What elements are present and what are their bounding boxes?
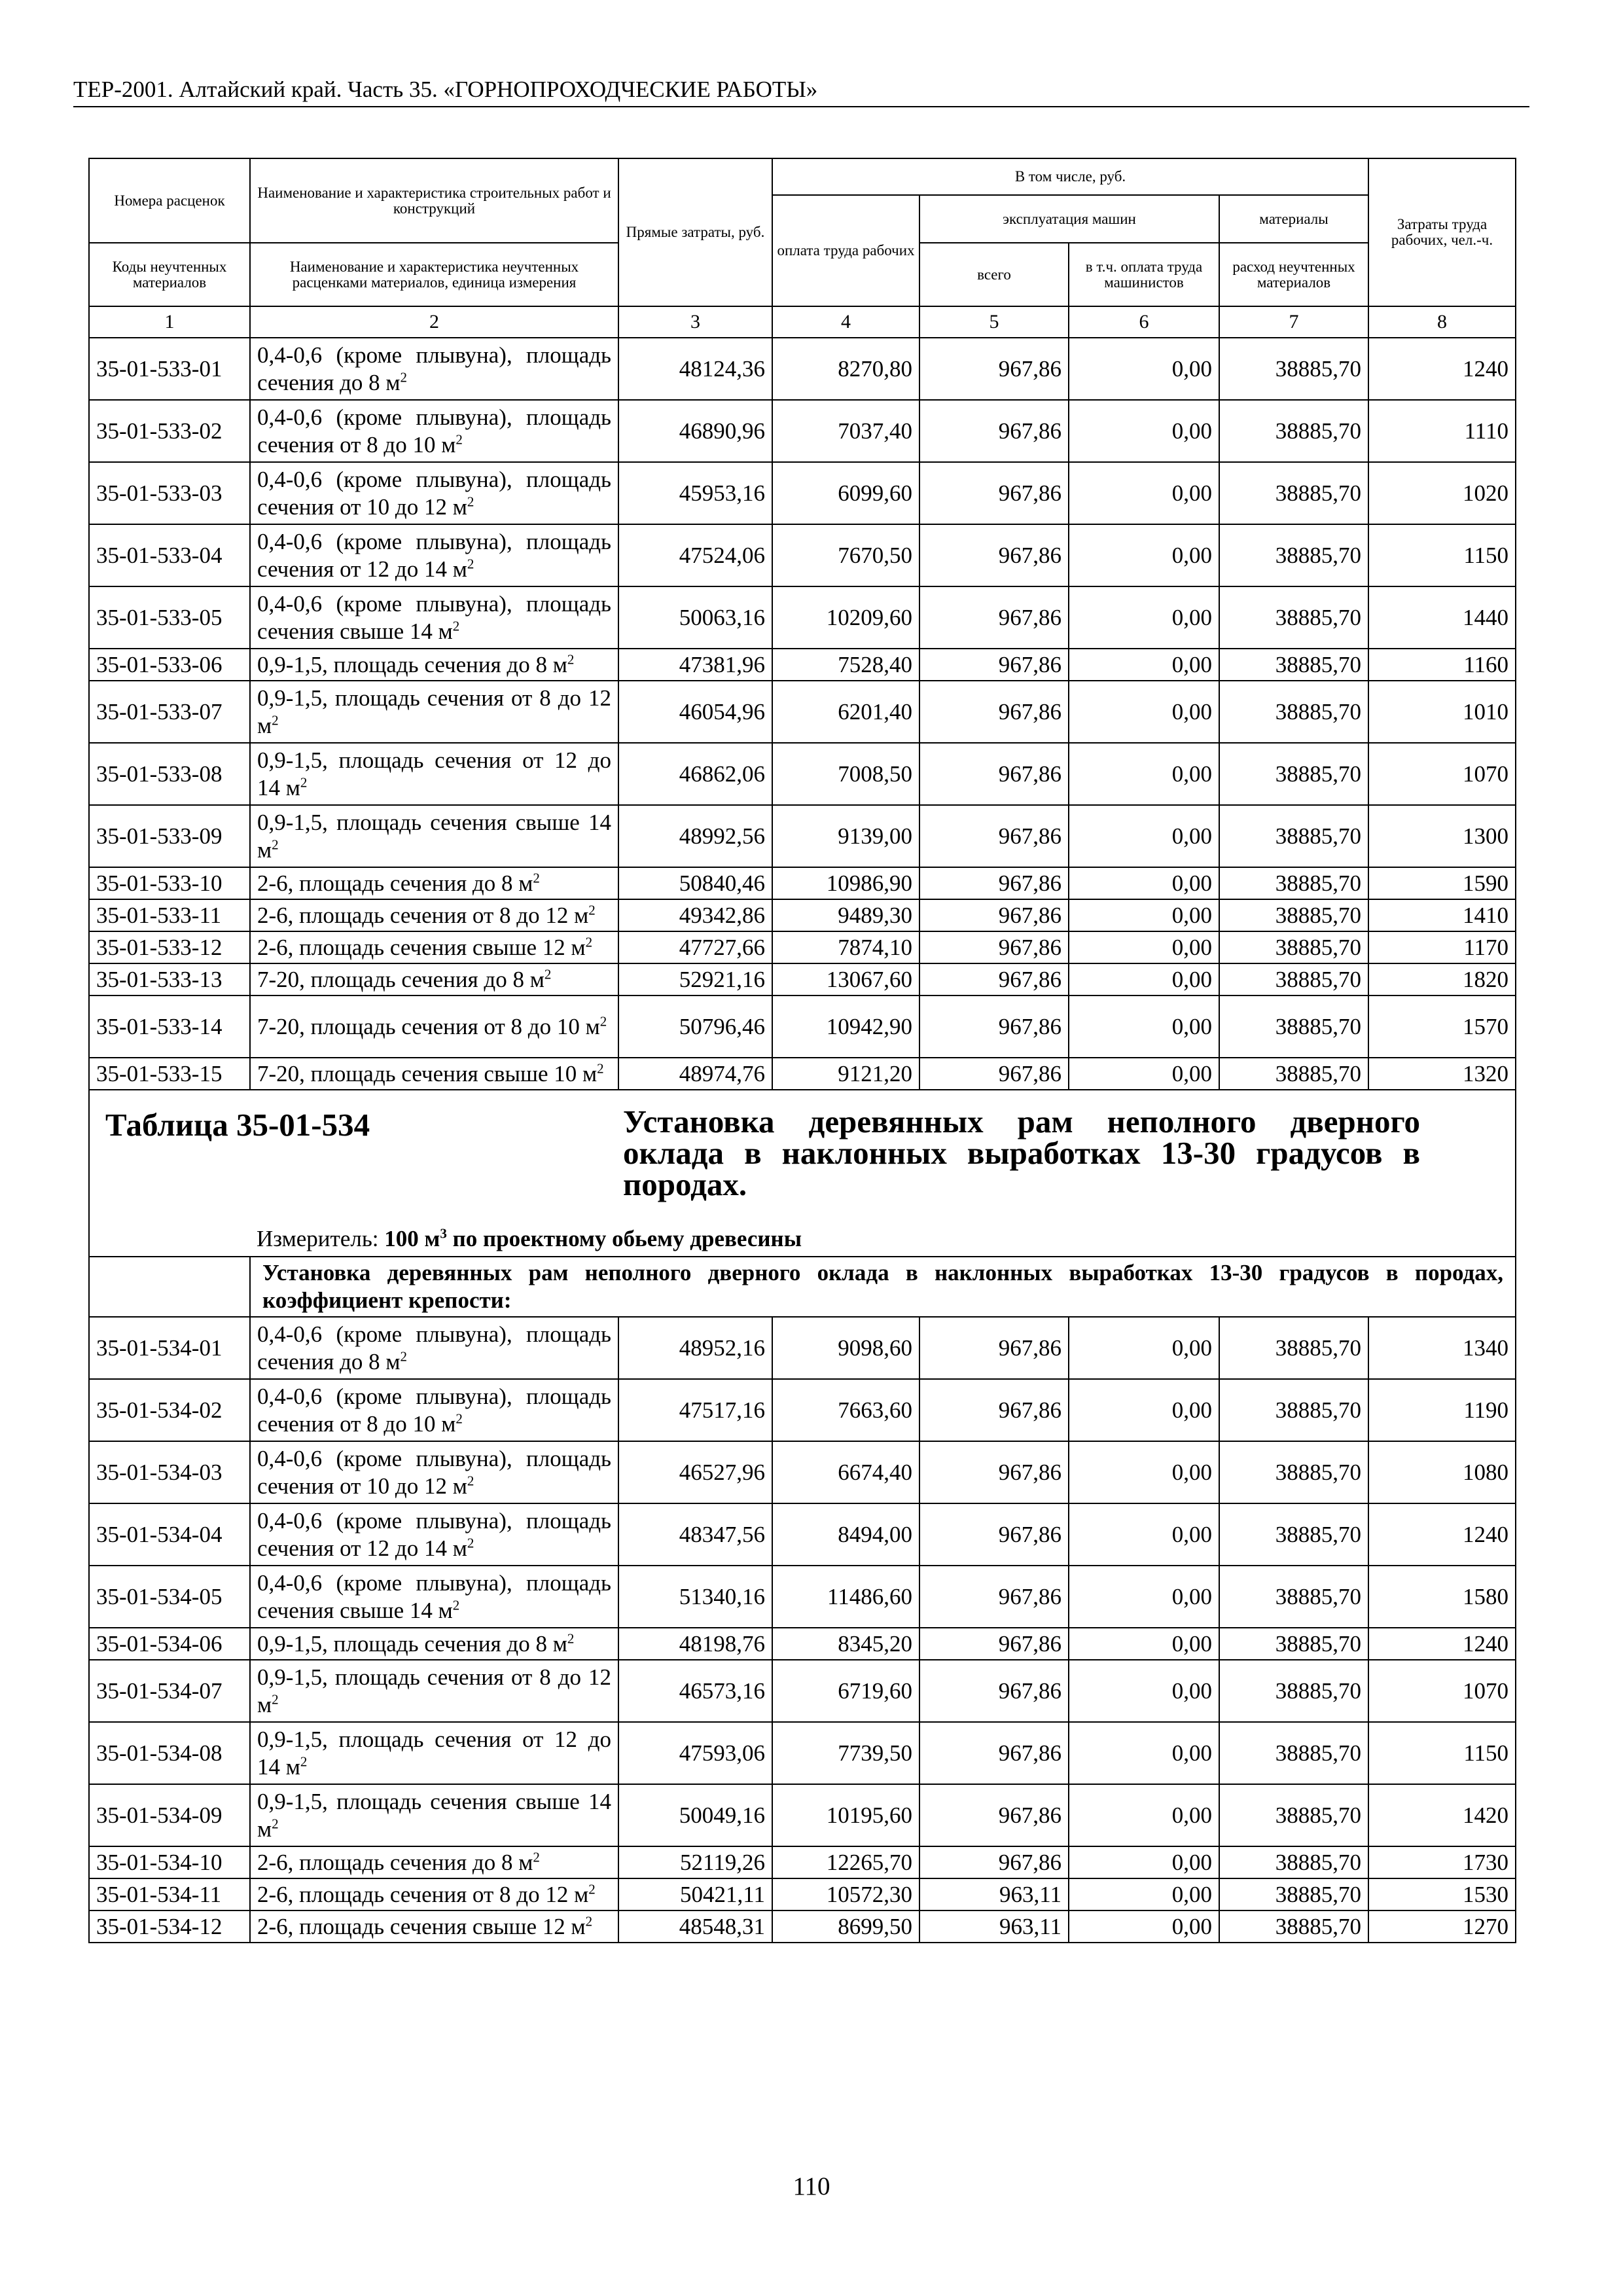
direct-costs: 50421,11 (618, 1878, 772, 1910)
work-description: 0,9-1,5, площадь сечения до 8 $м^2$ (250, 649, 618, 681)
materials-cost: 38885,70 (1219, 1317, 1368, 1379)
table-row (89, 931, 1516, 963)
labor-costs: 1020 (1368, 462, 1516, 524)
table-row (89, 681, 1516, 743)
rate-code: 35-01-533-03 (89, 462, 250, 524)
operator-pay: 0,00 (1069, 867, 1219, 899)
header-unaccounted-materials: расход неучтенных материалов (1219, 243, 1368, 306)
direct-costs: 46054,96 (618, 681, 772, 743)
table-row (89, 1628, 1516, 1660)
work-description: 2-6, площадь сечения до 8 $м^2$ (250, 1846, 618, 1878)
materials-cost: 38885,70 (1219, 1566, 1368, 1628)
machine-ops: 967,86 (919, 1503, 1069, 1566)
rate-code: 35-01-533-13 (89, 963, 250, 996)
table-row (89, 524, 1516, 586)
table-row (89, 649, 1516, 681)
table-row (89, 1058, 1516, 1090)
materials-cost: 38885,70 (1219, 649, 1368, 681)
header-operator-pay: в т.ч. оплата труда машинистов (1069, 243, 1219, 306)
labor-costs: 1440 (1368, 586, 1516, 649)
operator-pay: 0,00 (1069, 1910, 1219, 1943)
running-header: ТЕР-2001. Алтайский край. Часть 35. «ГОРНОПРОХОДЧЕСКИЕ РАБОТЫ» (73, 73, 1529, 107)
table-row (89, 743, 1516, 805)
header-labor-costs: Затраты труда рабочих, чел.-ч. (1368, 158, 1516, 306)
work-description: 2-6, площадь сечения от 8 до 12 $м^2$ (250, 899, 618, 931)
operator-pay: 0,00 (1069, 1566, 1219, 1628)
column-number: 7 (1219, 306, 1368, 338)
direct-costs: 50049,16 (618, 1784, 772, 1846)
column-number: 8 (1368, 306, 1516, 338)
measure-value: 100 $м^3$ по проектному обьему древесины (384, 1225, 802, 1251)
labor-costs: 1190 (1368, 1379, 1516, 1441)
page-number: 110 (793, 2172, 830, 2200)
work-description: 0,4-0,6 (кроме плывуна), площадь сечения свыше 14 $м^2$ (250, 586, 618, 649)
labor-costs: 1070 (1368, 743, 1516, 805)
labor-costs: 1070 (1368, 1660, 1516, 1722)
work-description: 7-20, площадь сечения до 8 $м^2$ (250, 963, 618, 996)
header-direct-costs: Прямые затраты, руб. (618, 158, 772, 306)
worker-pay: 6674,40 (772, 1441, 919, 1503)
operator-pay: 0,00 (1069, 743, 1219, 805)
labor-costs: 1150 (1368, 524, 1516, 586)
operator-pay: 0,00 (1069, 1722, 1219, 1784)
materials-cost: 38885,70 (1219, 743, 1368, 805)
machine-ops: 967,86 (919, 899, 1069, 931)
worker-pay: 8345,20 (772, 1628, 919, 1660)
worker-pay: 7739,50 (772, 1722, 919, 1784)
rates-table (88, 158, 1516, 1943)
worker-pay: 10572,30 (772, 1878, 919, 1910)
table-row (89, 1910, 1516, 1943)
worker-pay: 13067,60 (772, 963, 919, 996)
column-number: 1 (89, 306, 250, 338)
direct-costs: 48198,76 (618, 1628, 772, 1660)
machine-ops: 967,86 (919, 586, 1069, 649)
direct-costs: 45953,16 (618, 462, 772, 524)
labor-costs: 1240 (1368, 338, 1516, 400)
column-number: 3 (618, 306, 772, 338)
operator-pay: 0,00 (1069, 996, 1219, 1058)
rate-code: 35-01-534-06 (89, 1628, 250, 1660)
rate-code: 35-01-533-07 (89, 681, 250, 743)
worker-pay: 6099,60 (772, 462, 919, 524)
header-material-name: Наименование и характеристика неучтенных расценками материалов, единица измерения (250, 243, 618, 306)
rate-code: 35-01-533-12 (89, 931, 250, 963)
operator-pay: 0,00 (1069, 524, 1219, 586)
header-worker-pay: оплата труда рабочих (772, 195, 919, 306)
operator-pay: 0,00 (1069, 1503, 1219, 1566)
rate-code: 35-01-533-15 (89, 1058, 250, 1090)
worker-pay: 7670,50 (772, 524, 919, 586)
direct-costs: 48974,76 (618, 1058, 772, 1090)
work-description: 0,4-0,6 (кроме плывуна), площадь сечения свыше 14 $м^2$ (250, 1566, 618, 1628)
table-534-title: Установка деревянных рам неполного дверного оклада в наклонных выработках 13-30 градусов в породах. (623, 1103, 1420, 1202)
work-description: 0,4-0,6 (кроме плывуна), площадь сечения до 8 $м^2$ (250, 338, 618, 400)
rate-code: 35-01-534-05 (89, 1566, 250, 1628)
rate-code: 35-01-534-01 (89, 1317, 250, 1379)
labor-costs: 1160 (1368, 649, 1516, 681)
operator-pay: 0,00 (1069, 681, 1219, 743)
work-description: 0,9-1,5, площадь сечения свыше 14 $м^2$ (250, 1784, 618, 1846)
rate-code: 35-01-534-08 (89, 1722, 250, 1784)
direct-costs: 48548,31 (618, 1910, 772, 1943)
rate-code: 35-01-534-11 (89, 1878, 250, 1910)
rate-code: 35-01-533-10 (89, 867, 250, 899)
machine-ops: 967,86 (919, 867, 1069, 899)
operator-pay: 0,00 (1069, 1317, 1219, 1379)
worker-pay: 9121,20 (772, 1058, 919, 1090)
labor-costs: 1150 (1368, 1722, 1516, 1784)
direct-costs: 47727,66 (618, 931, 772, 963)
header-codes: Коды неучтенных материалов (89, 243, 250, 306)
materials-cost: 38885,70 (1219, 681, 1368, 743)
machine-ops: 967,86 (919, 1317, 1069, 1379)
worker-pay: 8494,00 (772, 1503, 919, 1566)
machine-ops: 967,86 (919, 1784, 1069, 1846)
materials-cost: 38885,70 (1219, 1910, 1368, 1943)
rate-code: 35-01-533-01 (89, 338, 250, 400)
table-row (89, 462, 1516, 524)
work-description: 0,4-0,6 (кроме плывуна), площадь сечения от 10 до 12 $м^2$ (250, 462, 618, 524)
measure-line (257, 1225, 802, 1253)
operator-pay: 0,00 (1069, 586, 1219, 649)
direct-costs: 50840,46 (618, 867, 772, 899)
labor-costs: 1270 (1368, 1910, 1516, 1943)
labor-costs: 1080 (1368, 1441, 1516, 1503)
materials-cost: 38885,70 (1219, 899, 1368, 931)
operator-pay: 0,00 (1069, 338, 1219, 400)
header-work-name: Наименование и характеристика строительных работ и конструкций (250, 158, 618, 243)
rate-code: 35-01-533-14 (89, 996, 250, 1058)
machine-ops: 967,86 (919, 996, 1069, 1058)
column-number: 5 (919, 306, 1069, 338)
materials-cost: 38885,70 (1219, 1379, 1368, 1441)
work-description: 2-6, площадь сечения свыше 12 $м^2$ (250, 1910, 618, 1943)
operator-pay: 0,00 (1069, 1660, 1219, 1722)
table-row (89, 586, 1516, 649)
direct-costs: 47517,16 (618, 1379, 772, 1441)
work-description: 0,4-0,6 (кроме плывуна), площадь сечения от 8 до 10 $м^2$ (250, 1379, 618, 1441)
header-materials: материалы (1219, 195, 1368, 243)
machine-ops: 967,86 (919, 524, 1069, 586)
table-534-label: Таблица 35-01-534 (105, 1107, 370, 1143)
work-description: 0,4-0,6 (кроме плывуна), площадь сечения до 8 $м^2$ (250, 1317, 618, 1379)
rate-code: 35-01-533-04 (89, 524, 250, 586)
rate-code: 35-01-533-06 (89, 649, 250, 681)
worker-pay: 8270,80 (772, 338, 919, 400)
operator-pay: 0,00 (1069, 400, 1219, 462)
table-row (89, 1441, 1516, 1503)
materials-cost: 38885,70 (1219, 462, 1368, 524)
table-row (89, 1660, 1516, 1722)
worker-pay: 6201,40 (772, 681, 919, 743)
table-row (89, 1784, 1516, 1846)
column-number: 4 (772, 306, 919, 338)
worker-pay: 10942,90 (772, 996, 919, 1058)
materials-cost: 38885,70 (1219, 1784, 1368, 1846)
table-534-heading (89, 1090, 1516, 1317)
table-row (89, 1503, 1516, 1566)
work-description: 7-20, площадь сечения от 8 до 10 $м^2$ (250, 996, 618, 1058)
direct-costs: 46573,16 (618, 1660, 772, 1722)
labor-costs: 1420 (1368, 1784, 1516, 1846)
machine-ops: 963,11 (919, 1878, 1069, 1910)
table-row (89, 805, 1516, 867)
labor-costs: 1580 (1368, 1566, 1516, 1628)
header-rate-numbers: Номера расценок (89, 158, 250, 243)
operator-pay: 0,00 (1069, 963, 1219, 996)
labor-costs: 1170 (1368, 931, 1516, 963)
work-description: 0,4-0,6 (кроме плывуна), площадь сечения от 12 до 14 $м^2$ (250, 1503, 618, 1566)
table-534-title-block (89, 1090, 1516, 1257)
worker-pay: 10195,60 (772, 1784, 919, 1846)
direct-costs: 47593,06 (618, 1722, 772, 1784)
rows-table-533 (89, 338, 1516, 1090)
machine-ops: 967,86 (919, 805, 1069, 867)
labor-costs: 1240 (1368, 1503, 1516, 1566)
machine-ops: 967,86 (919, 1846, 1069, 1878)
direct-costs: 50796,46 (618, 996, 772, 1058)
rate-code: 35-01-533-11 (89, 899, 250, 931)
direct-costs: 50063,16 (618, 586, 772, 649)
worker-pay: 7663,60 (772, 1379, 919, 1441)
machine-ops: 967,86 (919, 681, 1069, 743)
operator-pay: 0,00 (1069, 1784, 1219, 1846)
labor-costs: 1590 (1368, 867, 1516, 899)
worker-pay: 10986,90 (772, 867, 919, 899)
direct-costs: 48124,36 (618, 338, 772, 400)
machine-ops: 967,86 (919, 1379, 1069, 1441)
materials-cost: 38885,70 (1219, 338, 1368, 400)
table-row (89, 996, 1516, 1058)
rate-code: 35-01-534-03 (89, 1441, 250, 1503)
table-row (89, 400, 1516, 462)
header-in-total: В том числе, руб. (772, 158, 1368, 195)
materials-cost: 38885,70 (1219, 963, 1368, 996)
materials-cost: 38885,70 (1219, 1058, 1368, 1090)
worker-pay: 7528,40 (772, 649, 919, 681)
machine-ops: 967,86 (919, 1628, 1069, 1660)
rate-code: 35-01-533-08 (89, 743, 250, 805)
rate-code: 35-01-534-12 (89, 1910, 250, 1943)
operator-pay: 0,00 (1069, 462, 1219, 524)
rate-code: 35-01-533-09 (89, 805, 250, 867)
rate-code: 35-01-533-05 (89, 586, 250, 649)
direct-costs: 52119,26 (618, 1846, 772, 1878)
materials-cost: 38885,70 (1219, 805, 1368, 867)
worker-pay: 7008,50 (772, 743, 919, 805)
labor-costs: 1320 (1368, 1058, 1516, 1090)
labor-costs: 1240 (1368, 1628, 1516, 1660)
direct-costs: 48952,16 (618, 1317, 772, 1379)
direct-costs: 48992,56 (618, 805, 772, 867)
table-row (89, 338, 1516, 400)
rows-table-534 (89, 1317, 1516, 1943)
table-row (89, 867, 1516, 899)
operator-pay: 0,00 (1069, 1058, 1219, 1090)
machine-ops: 967,86 (919, 931, 1069, 963)
machine-ops: 967,86 (919, 1058, 1069, 1090)
direct-costs: 52921,16 (618, 963, 772, 996)
work-description: 0,9-1,5, площадь сечения от 12 до 14 $м^2$ (250, 743, 618, 805)
rate-code: 35-01-534-04 (89, 1503, 250, 1566)
direct-costs: 48347,56 (618, 1503, 772, 1566)
materials-cost: 38885,70 (1219, 1628, 1368, 1660)
materials-cost: 38885,70 (1219, 1660, 1368, 1722)
work-description: 2-6, площадь сечения свыше 12 $м^2$ (250, 931, 618, 963)
materials-cost: 38885,70 (1219, 1722, 1368, 1784)
operator-pay: 0,00 (1069, 649, 1219, 681)
direct-costs: 51340,16 (618, 1566, 772, 1628)
labor-costs: 1340 (1368, 1317, 1516, 1379)
machine-ops: 967,86 (919, 1566, 1069, 1628)
machine-ops: 967,86 (919, 1722, 1069, 1784)
work-description: 2-6, площадь сечения от 8 до 12 $м^2$ (250, 1878, 618, 1910)
rate-code: 35-01-534-07 (89, 1660, 250, 1722)
table-row (89, 1566, 1516, 1628)
labor-costs: 1530 (1368, 1878, 1516, 1910)
machine-ops: 967,86 (919, 1441, 1069, 1503)
operator-pay: 0,00 (1069, 1441, 1219, 1503)
rate-code: 35-01-533-02 (89, 400, 250, 462)
measure-label: Измеритель: (257, 1226, 379, 1251)
work-description: 0,9-1,5, площадь сечения от 8 до 12 $м^2$ (250, 1660, 618, 1722)
operator-pay: 0,00 (1069, 1379, 1219, 1441)
worker-pay: 9098,60 (772, 1317, 919, 1379)
column-number: 2 (250, 306, 618, 338)
header-total: всего (919, 243, 1069, 306)
table-header (89, 158, 1516, 338)
section-heading-spacer (89, 1257, 250, 1317)
machine-ops: 963,11 (919, 1910, 1069, 1943)
header-machine-ops: эксплуатация машин (919, 195, 1219, 243)
materials-cost: 38885,70 (1219, 1441, 1368, 1503)
column-number: 6 (1069, 306, 1219, 338)
machine-ops: 967,86 (919, 1660, 1069, 1722)
labor-costs: 1730 (1368, 1846, 1516, 1878)
materials-cost: 38885,70 (1219, 931, 1368, 963)
labor-costs: 1820 (1368, 963, 1516, 996)
labor-costs: 1110 (1368, 400, 1516, 462)
direct-costs: 46527,96 (618, 1441, 772, 1503)
labor-costs: 1410 (1368, 899, 1516, 931)
rate-code: 35-01-534-09 (89, 1784, 250, 1846)
materials-cost: 38885,70 (1219, 1503, 1368, 1566)
labor-costs: 1570 (1368, 996, 1516, 1058)
table-row (89, 1846, 1516, 1878)
table-row (89, 1379, 1516, 1441)
materials-cost: 38885,70 (1219, 1846, 1368, 1878)
work-description: 0,9-1,5, площадь сечения от 8 до 12 $м^2$ (250, 681, 618, 743)
direct-costs: 47524,06 (618, 524, 772, 586)
work-description: 0,9-1,5, площадь сечения от 12 до 14 $м^2$ (250, 1722, 618, 1784)
section-heading: Установка деревянных рам неполного дверного оклада в наклонных выработках 13-30 градусов в породах, коэффициент крепости: (250, 1257, 1516, 1317)
work-description: 0,4-0,6 (кроме плывуна), площадь сечения от 12 до 14 $м^2$ (250, 524, 618, 586)
machine-ops: 967,86 (919, 400, 1069, 462)
machine-ops: 967,86 (919, 963, 1069, 996)
work-description: 0,4-0,6 (кроме плывуна), площадь сечения от 8 до 10 $м^2$ (250, 400, 618, 462)
operator-pay: 0,00 (1069, 1878, 1219, 1910)
table-row (89, 899, 1516, 931)
operator-pay: 0,00 (1069, 899, 1219, 931)
labor-costs: 1010 (1368, 681, 1516, 743)
worker-pay: 12265,70 (772, 1846, 919, 1878)
rate-code: 35-01-534-10 (89, 1846, 250, 1878)
table-row (89, 1722, 1516, 1784)
materials-cost: 38885,70 (1219, 996, 1368, 1058)
operator-pay: 0,00 (1069, 1628, 1219, 1660)
operator-pay: 0,00 (1069, 931, 1219, 963)
labor-costs: 1300 (1368, 805, 1516, 867)
materials-cost: 38885,70 (1219, 586, 1368, 649)
machine-ops: 967,86 (919, 338, 1069, 400)
operator-pay: 0,00 (1069, 1846, 1219, 1878)
worker-pay: 8699,50 (772, 1910, 919, 1943)
direct-costs: 47381,96 (618, 649, 772, 681)
worker-pay: 9489,30 (772, 899, 919, 931)
worker-pay: 10209,60 (772, 586, 919, 649)
worker-pay: 9139,00 (772, 805, 919, 867)
materials-cost: 38885,70 (1219, 400, 1368, 462)
direct-costs: 46890,96 (618, 400, 772, 462)
direct-costs: 46862,06 (618, 743, 772, 805)
machine-ops: 967,86 (919, 649, 1069, 681)
table-row (89, 963, 1516, 996)
operator-pay: 0,00 (1069, 805, 1219, 867)
work-description: 2-6, площадь сечения до 8 $м^2$ (250, 867, 618, 899)
direct-costs: 49342,86 (618, 899, 772, 931)
materials-cost: 38885,70 (1219, 524, 1368, 586)
table-row (89, 1878, 1516, 1910)
work-description: 0,9-1,5, площадь сечения свыше 14 $м^2$ (250, 805, 618, 867)
work-description: 0,9-1,5, площадь сечения до 8 $м^2$ (250, 1628, 618, 1660)
worker-pay: 11486,60 (772, 1566, 919, 1628)
worker-pay: 7037,40 (772, 400, 919, 462)
worker-pay: 7874,10 (772, 931, 919, 963)
machine-ops: 967,86 (919, 743, 1069, 805)
machine-ops: 967,86 (919, 462, 1069, 524)
rate-code: 35-01-534-02 (89, 1379, 250, 1441)
work-description: 7-20, площадь сечения свыше 10 $м^2$ (250, 1058, 618, 1090)
materials-cost: 38885,70 (1219, 867, 1368, 899)
work-description: 0,4-0,6 (кроме плывуна), площадь сечения от 10 до 12 $м^2$ (250, 1441, 618, 1503)
materials-cost: 38885,70 (1219, 1878, 1368, 1910)
table-row (89, 1317, 1516, 1379)
worker-pay: 6719,60 (772, 1660, 919, 1722)
